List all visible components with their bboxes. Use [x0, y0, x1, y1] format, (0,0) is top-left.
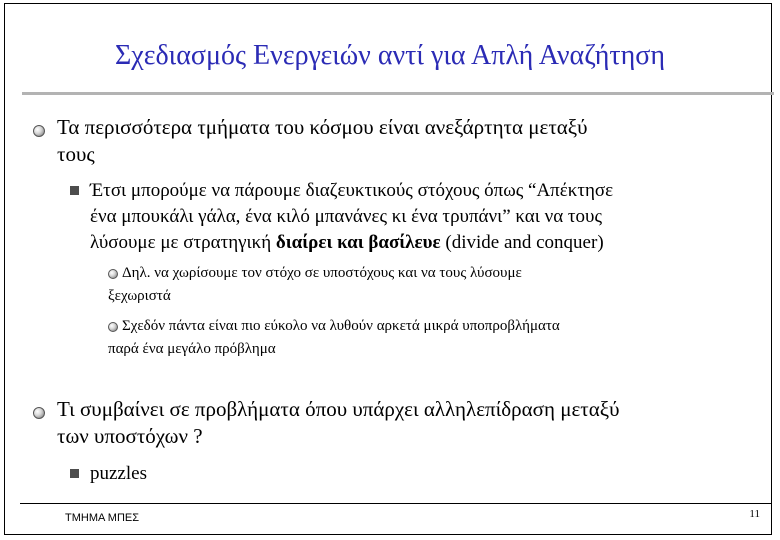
bullet-square-icon [70, 186, 79, 195]
bullet-1-1-2-line-2: παρά ένα μεγάλο πρόβλημα [108, 341, 276, 357]
slide-title: Σχεδιασμός Ενεργειών αντί για Απλή Αναζήτηση [114, 40, 666, 71]
bullet-dot-icon [108, 269, 118, 279]
bullet-2-line-1: Τι συμβαίνει σε προβλήματα όπου υπάρχει αλληλεπίδραση μεταξύ [57, 397, 620, 421]
bullet-1-1-2-line-1: Σχεδόν πάντα είναι πιο εύκολο να λυθούν αρκετά μικρά υποπροβλήματα [122, 318, 560, 334]
bullet-2-line-2: των υποστόχων ? [57, 424, 203, 448]
bullet-1-1-line-1: Έτσι μπορούμε να πάρουμε διαζευκτικούς στόχους όπως “Απέκτησε [90, 180, 614, 201]
bullet-dot-icon [108, 322, 118, 332]
bullet-1-1-line-2: ένα μπουκάλι γάλα, ένα κιλό μπανάνες κι ένα τρυπάνι” και να τους [90, 206, 602, 227]
bullet-1-1-line-3 [90, 229, 604, 256]
bullet-dot-icon [33, 125, 45, 137]
bullet-dot-icon [33, 407, 45, 419]
title-divider [22, 92, 774, 95]
bullet-1-1-line-3-post: (divide and conquer) [440, 232, 604, 253]
bullet-1-line-2: τους [57, 142, 95, 166]
footer-divider [20, 503, 772, 504]
footer-department: ΤΜΗΜΑ ΜΠΕΣ [65, 512, 140, 524]
bullet-1-1-line-3-bold: διαίρει και βασίλευε [275, 232, 441, 253]
bullet-1-1-line-3-pre: λύσουμε με στρατηγική [90, 232, 276, 253]
bullet-1-1-1-line-2: ξεχωριστά [108, 288, 171, 304]
bullet-square-icon [70, 469, 79, 478]
bullet-1-1-1-line-1: Δηλ. να χωρίσουμε τον στόχο σε υποστόχους και να τους λύσουμε [122, 265, 522, 281]
bullet-2-1-line-1: puzzles [90, 463, 147, 484]
bullet-1-line-1: Τα περισσότερα τμήματα του κόσμου είναι ανεξάρτητα μεταξύ [57, 115, 588, 139]
page-number: 11 [749, 508, 760, 520]
